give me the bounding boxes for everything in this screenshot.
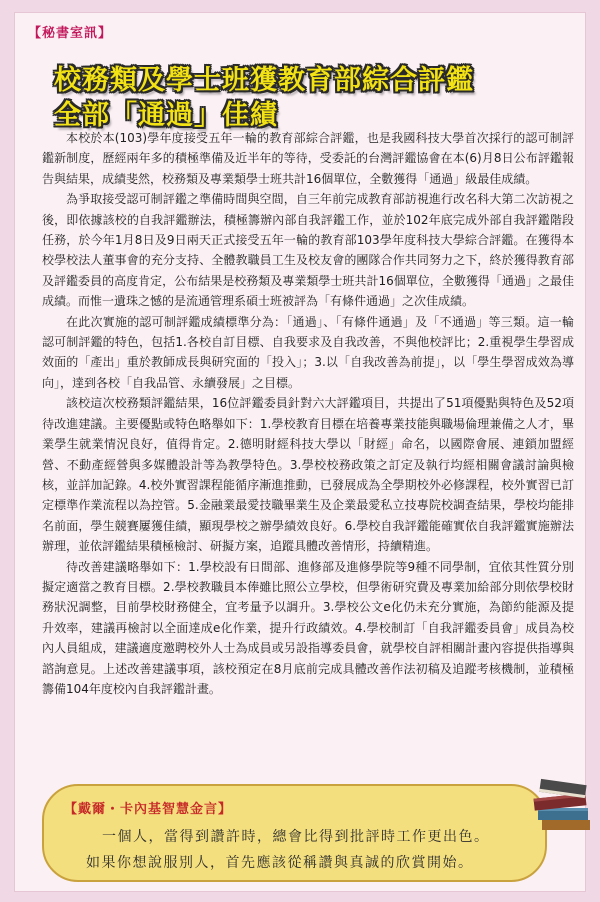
article-paragraph: 待改善建議略舉如下：1.學校設有日間部、進修部及進修學院等9種不同學制，宜依其性質分別擬定適當之教育目標。2.學校教職員本俸雖比照公立學校，但學術研究費及專業加給部分則依學校財務狀況調整，目前學校財務健全，宜考量予以調升。3.學校公文e化仍未充分實施，為節約能源及提升效率，建議再檢討以全面達成e化作業，提升行政績效。4.學校制訂「自我評鑑委員會」成員為校內人員組成，建議適度邀聘校外人士為成員或另設指導委員會，就學校自評相關計畫內容提供指導與諮詢意見。上述改善建議事項，該校預定在8月底前完成具體改善作法初稿及追蹤考核機制，並積極籌備104年度校內自我評鑑計畫。 (42, 559, 574, 696)
headline-line-1: 校務類及學士班獲教育部綜合評鑑 (54, 65, 474, 96)
article-paragraph: 該校這次校務類評鑑結果，16位評鑑委員針對六大評鑑項目，共提出了51項優點與特色及52項待改進建議。主要優點或特色略舉如下：1.學校教育目標在培養專業技能與職場倫理兼備之人才，畢業學生就業情況良好，值得肯定。2.德明財經科技大學以「財經」命名，以國際會展、連鎖加盟經營、不動產經營與多媒體設計等為教學特色。3.學校校務政策之訂定及執行均經相關會議討論與檢核，並詳加記錄。4.校外實習課程能循序漸進推動，已發展成為全學期校外必修課程，校外實習已訂定標準作業流程以為控管。5.金融業最愛技職畢業生及企業最愛私立技專院校調查結果，學校均能排名前面，學生競賽屢獲佳績，顯現學校之辦學績效良好。6.學校自我評鑑能確實依自我評鑑實施辦法辦理，並依評鑑結果積極檢討、研擬方案，追蹤具體改善情形，持續精進。 (42, 396, 575, 554)
book-stack-icon (530, 768, 594, 834)
article-paragraph: 為爭取接受認可制評鑑之準備時間與空間，自三年前完成教育部訪視進行改名科大第二次訪視之後，即依據該校的自我評鑑辦法，積極籌辦內部自我評鑑工作，並於102年底完成外部自我評鑑階段任務，於今年1月8日及9日兩天正式接受五年一輪的教育部103學年度科技大學綜合評鑑。在獲得本校學校法人董事會的充分支持、全體教職員工生及校友會的團隊合作共同努力之下，終於獲得教育部及評鑑委員的高度肯定，公布結果是校務類及專業類學士班共計16個單位，全數獲得「通過」之最佳成績。而惟一遺珠之憾的是流通管理系碩士班被評為「有條件通過」之次佳成績。 (42, 192, 574, 309)
quote-line-1: 一個人，當得到讚許時，總會比得到批評時工作更出色。 (102, 829, 490, 845)
article-paragraph: 在此次實施的認可制評鑑成績標準分為：「通過」、「有條件通過」及「不通過」等三類。這一輪認可制評鑑的特色，包括1.各校自訂目標、自我要求及自我改善，不與他校評比；2.重視學生學習成效面的「產出」重於教師成長與研究面的「投入」；3.以「自我改善為前提」，以「學生學習成效為導向」，達到各校「自我品管、永續發展」之目標。 (42, 314, 574, 390)
department-label: 【秘書室訊】 (28, 26, 113, 41)
article-body (42, 128, 574, 699)
article-paragraph: 本校於本(103)學年度接受五年一輪的教育部綜合評鑑，也是我國科技大學首次採行的認可制評鑑新制度，歷經兩年多的積極準備及近半年的等待，受委託的台灣評鑑協會在本(6)月8日公布評鑑報告與結果，成績斐然，校務類及專業類學士班共計16個單位，全數獲得「通過」級最佳成績。 (42, 131, 574, 186)
quote-line-2: 如果你想說服別人，首先應該從稱讚與真誠的欣賞開始。 (86, 855, 474, 871)
headline-line-2: 全部「通過」佳績 (54, 100, 278, 131)
quote-title: 【戴爾・卡內基智慧金言】 (64, 802, 233, 817)
